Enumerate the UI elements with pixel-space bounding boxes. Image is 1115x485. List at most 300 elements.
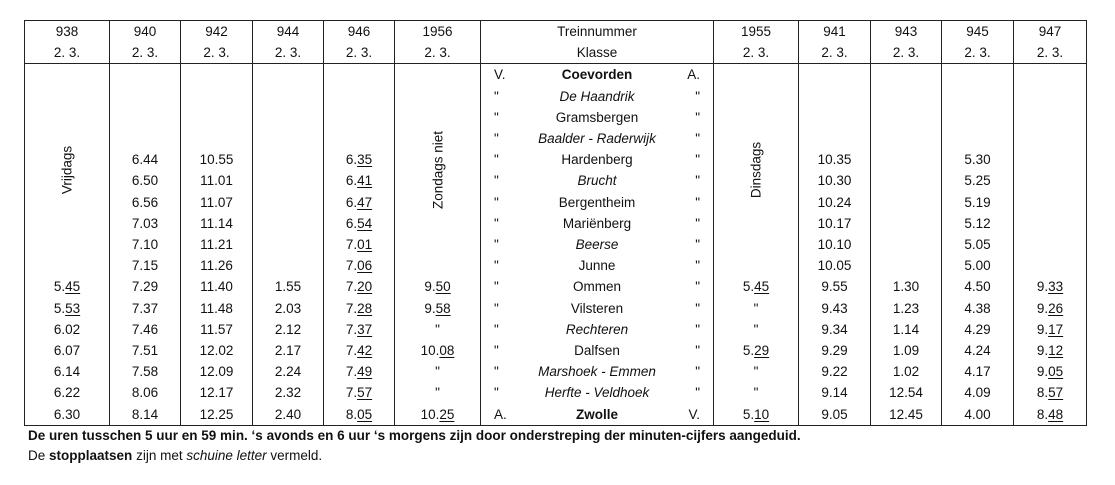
station-cell (481, 86, 714, 107)
time-cell: 2.03 (253, 298, 324, 319)
time-cell: 10.55 (181, 149, 253, 170)
station-row (25, 213, 1087, 234)
time-cell: 12.25 (181, 404, 253, 426)
station-row (25, 382, 1087, 403)
time-cell: 7.42 (324, 340, 395, 361)
station-cell (481, 64, 714, 86)
underlined-minutes: 45 (754, 279, 770, 295)
time-cell (1014, 170, 1087, 191)
time-cell (253, 213, 324, 234)
time-cell: 6.07 (25, 340, 110, 361)
right-mark: A. (687, 67, 700, 83)
time-cell (799, 64, 871, 86)
time-cell (871, 107, 942, 128)
time-cell: 2.40 (253, 404, 324, 426)
vertical-note-vrijdags: Vrijdags (59, 146, 75, 195)
time-cell: 7.49 (324, 361, 395, 382)
station-row (25, 86, 1087, 107)
right-mark: " (695, 109, 700, 125)
underlined-minutes: 57 (1048, 385, 1064, 401)
time-cell: 12.45 (871, 404, 942, 426)
time-cell: 9.05 (799, 404, 871, 426)
time-cell: 7.03 (110, 213, 181, 234)
time-cell (253, 107, 324, 128)
station-name: Coevorden (561, 67, 633, 83)
time-cell: 1.14 (871, 319, 942, 340)
station-name: Brucht (577, 173, 617, 189)
time-cell: 4.00 (942, 404, 1014, 426)
left-mark: V. (494, 67, 506, 83)
time-cell: 6.47 (324, 192, 395, 213)
right-mark: " (695, 321, 700, 337)
time-cell (253, 192, 324, 213)
time-cell: 2.24 (253, 361, 324, 382)
time-cell: 2.12 (253, 319, 324, 340)
header-train-number-row (25, 21, 1087, 43)
time-cell (799, 107, 871, 128)
time-cell: 6.41 (324, 170, 395, 191)
train-number: 941 (799, 21, 871, 43)
stop-note-italic: schuine letter (186, 448, 267, 463)
stop-note-text: zijn met (136, 448, 183, 463)
time-cell: 7.01 (324, 234, 395, 255)
time-cell: 7.51 (110, 340, 181, 361)
left-mark: " (494, 279, 499, 295)
station-row (25, 298, 1087, 319)
class-value: 2. 3. (1014, 42, 1087, 64)
time-cell (110, 107, 181, 128)
station-row (25, 149, 1087, 170)
station-cell (481, 170, 714, 191)
station-cell (481, 340, 714, 361)
underlined-minutes: 29 (754, 343, 770, 359)
time-cell (1014, 107, 1087, 128)
underlined-minutes: 57 (357, 385, 373, 401)
train-number: 938 (25, 21, 110, 43)
time-cell (1014, 234, 1087, 255)
time-cell (871, 170, 942, 191)
train-number: 940 (110, 21, 181, 43)
time-cell: 6.50 (110, 170, 181, 191)
station-name: Ommen (572, 279, 621, 295)
time-cell: " (714, 382, 799, 403)
class-value: 2. 3. (799, 42, 871, 64)
class-value: 2. 3. (714, 42, 799, 64)
station-name: Marshoek - Emmen (538, 364, 656, 380)
time-cell: 5.25 (942, 170, 1014, 191)
time-cell (1014, 213, 1087, 234)
time-cell: 5.53 (25, 298, 110, 319)
vertical-note-zondags-niet: Zondags niet (430, 131, 445, 210)
time-cell: 9.29 (799, 340, 871, 361)
station-name: Dalfsen (574, 343, 620, 359)
station-row (25, 107, 1087, 128)
time-cell (942, 128, 1014, 149)
time-cell: 4.24 (942, 340, 1014, 361)
left-mark: " (494, 300, 499, 316)
station-row (25, 255, 1087, 276)
time-cell (871, 86, 942, 107)
time-cell: 7.58 (110, 361, 181, 382)
time-cell: 6.44 (110, 149, 181, 170)
right-mark: V. (688, 406, 700, 422)
class-value: 2. 3. (395, 42, 481, 64)
station-name: Junne (578, 258, 616, 274)
time-cell: 4.29 (942, 319, 1014, 340)
time-cell (942, 64, 1014, 86)
time-cell: 7.20 (324, 276, 395, 297)
underlined-minutes: 20 (357, 279, 373, 295)
left-mark: " (494, 109, 499, 125)
station-name: Bergentheim (558, 194, 636, 210)
time-cell: 9.26 (1014, 298, 1087, 319)
time-cell: 7.37 (110, 298, 181, 319)
station-row (25, 319, 1087, 340)
time-cell (1014, 64, 1087, 86)
underlined-minutes: 08 (439, 343, 455, 359)
left-mark: " (494, 130, 499, 146)
time-cell: 8.14 (110, 404, 181, 426)
time-cell: " (714, 298, 799, 319)
underlined-minutes: 53 (65, 300, 81, 316)
station-cell (481, 149, 714, 170)
time-cell (1014, 149, 1087, 170)
footnotes (28, 426, 801, 466)
class-value: 2. 3. (324, 42, 395, 64)
vertical-note-cell (25, 64, 110, 277)
underlined-minutes: 25 (439, 406, 455, 422)
left-mark: " (494, 321, 499, 337)
station-cell (481, 255, 714, 276)
stop-note-keyword: stopplaatsen (49, 448, 133, 463)
underlined-minutes: 28 (357, 300, 373, 316)
time-cell: 9.34 (799, 319, 871, 340)
station-name: De Haandrik (559, 88, 635, 104)
time-cell (871, 64, 942, 86)
station-cell (481, 213, 714, 234)
time-cell (181, 128, 253, 149)
left-mark: A. (494, 406, 507, 422)
time-cell: 6.35 (324, 149, 395, 170)
time-cell: " (714, 319, 799, 340)
station-row (25, 234, 1087, 255)
class-value: 2. 3. (253, 42, 324, 64)
left-mark: " (494, 215, 499, 231)
left-mark: " (494, 364, 499, 380)
time-cell: 5.45 (25, 276, 110, 297)
time-cell: 9.05 (1014, 361, 1087, 382)
underlined-minutes: 54 (357, 215, 373, 231)
station-cell (481, 319, 714, 340)
time-cell: 9.33 (1014, 276, 1087, 297)
station-row (25, 192, 1087, 213)
right-mark: " (695, 194, 700, 210)
station-row (25, 170, 1087, 191)
underlined-minutes: 35 (357, 152, 373, 168)
class-value: 2. 3. (871, 42, 942, 64)
time-cell: 12.09 (181, 361, 253, 382)
right-mark: " (695, 279, 700, 295)
time-cell: 11.07 (181, 192, 253, 213)
time-cell: 6.30 (25, 404, 110, 426)
stop-note-text: vermeld. (270, 448, 323, 463)
time-cell: 12.54 (871, 382, 942, 403)
left-mark: " (494, 385, 499, 401)
time-cell: " (395, 382, 481, 403)
treinnummer-label: Treinnummer (481, 21, 714, 43)
time-cell: 8.06 (110, 382, 181, 403)
right-mark: " (695, 173, 700, 189)
class-value: 2. 3. (110, 42, 181, 64)
time-cell: 7.57 (324, 382, 395, 403)
time-cell: 8.05 (324, 404, 395, 426)
station-name: Mariënberg (562, 215, 632, 231)
time-cell: 11.48 (181, 298, 253, 319)
time-cell (253, 128, 324, 149)
station-cell (481, 382, 714, 403)
underlined-minutes: 47 (357, 194, 373, 210)
time-cell: 8.48 (1014, 404, 1087, 426)
time-cell (253, 255, 324, 276)
underlined-minutes: 12 (1048, 343, 1064, 359)
time-cell: 1.02 (871, 361, 942, 382)
left-mark: " (494, 236, 499, 252)
time-cell (110, 64, 181, 86)
time-cell: 7.46 (110, 319, 181, 340)
station-cell (481, 128, 714, 149)
underlined-minutes: 58 (435, 300, 451, 316)
time-cell: 7.10 (110, 234, 181, 255)
underlined-minutes: 37 (357, 321, 373, 337)
time-cell: 1.09 (871, 340, 942, 361)
time-cell: 12.17 (181, 382, 253, 403)
station-row (25, 64, 1087, 86)
underlined-minutes: 10 (754, 406, 770, 422)
underlined-minutes: 17 (1048, 321, 1064, 337)
time-cell: 8.57 (1014, 382, 1087, 403)
time-cell: 5.10 (714, 404, 799, 426)
time-cell: 10.24 (799, 192, 871, 213)
time-cell: 6.02 (25, 319, 110, 340)
train-number: 944 (253, 21, 324, 43)
time-cell: 5.05 (942, 234, 1014, 255)
vertical-note-dinsdags: Dinsdags (748, 142, 764, 199)
time-cell (1014, 255, 1087, 276)
time-cell (1014, 128, 1087, 149)
station-name: Rechteren (565, 321, 629, 337)
right-mark: " (695, 385, 700, 401)
time-cell: 7.06 (324, 255, 395, 276)
underlined-minutes: 26 (1048, 300, 1064, 316)
right-mark: " (695, 364, 700, 380)
time-cell (1014, 192, 1087, 213)
stop-note-text: De (28, 448, 46, 463)
station-cell (481, 361, 714, 382)
time-cell: 5.12 (942, 213, 1014, 234)
time-cell: 1.23 (871, 298, 942, 319)
vertical-note-cell (395, 64, 481, 277)
time-cell: 12.02 (181, 340, 253, 361)
time-cell: 11.14 (181, 213, 253, 234)
underline-note: De uren tusschen 5 uur en 59 min. ‘s avonds en 6 uur ‘s morgens zijn door onderstreping der minuten-cijfers aangeduid. (28, 428, 801, 443)
time-cell: 5.00 (942, 255, 1014, 276)
station-cell (481, 192, 714, 213)
time-cell: 6.14 (25, 361, 110, 382)
train-number: 1956 (395, 21, 481, 43)
time-cell: 9.43 (799, 298, 871, 319)
left-mark: " (494, 194, 499, 210)
right-mark: " (695, 236, 700, 252)
time-cell (253, 86, 324, 107)
time-cell (871, 192, 942, 213)
station-row (25, 128, 1087, 149)
time-cell: 7.15 (110, 255, 181, 276)
time-cell (181, 107, 253, 128)
station-name: Beerse (575, 236, 619, 252)
underlined-minutes: 05 (357, 406, 373, 422)
time-cell: 1.55 (253, 276, 324, 297)
time-cell: 4.09 (942, 382, 1014, 403)
left-mark: " (494, 173, 499, 189)
station-cell (481, 234, 714, 255)
station-name: Hardenberg (561, 152, 633, 168)
time-cell (324, 107, 395, 128)
time-cell (110, 86, 181, 107)
time-cell (871, 255, 942, 276)
time-cell (181, 64, 253, 86)
time-cell: 9.12 (1014, 340, 1087, 361)
time-cell: 11.57 (181, 319, 253, 340)
time-cell (181, 86, 253, 107)
station-cell (481, 404, 714, 426)
time-cell: 9.58 (395, 298, 481, 319)
time-cell (871, 149, 942, 170)
station-row (25, 361, 1087, 382)
underlined-minutes: 50 (435, 279, 451, 295)
station-cell (481, 298, 714, 319)
underlined-minutes: 49 (357, 364, 373, 380)
time-cell: 10.17 (799, 213, 871, 234)
station-row (25, 340, 1087, 361)
time-cell (324, 86, 395, 107)
time-cell: 5.45 (714, 276, 799, 297)
time-cell (253, 64, 324, 86)
right-mark: " (695, 88, 700, 104)
station-name: Vilsteren (570, 300, 624, 316)
time-cell: 2.32 (253, 382, 324, 403)
station-name: Zwolle (575, 406, 618, 422)
timetable (24, 20, 1087, 426)
time-cell: 10.08 (395, 340, 481, 361)
time-cell: 5.30 (942, 149, 1014, 170)
time-cell: 9.55 (799, 276, 871, 297)
time-cell: 10.10 (799, 234, 871, 255)
header-class-row (25, 42, 1087, 64)
station-name: Gramsbergen (555, 109, 639, 125)
time-cell: " (395, 319, 481, 340)
time-cell (871, 234, 942, 255)
underlined-minutes: 41 (357, 173, 373, 189)
time-cell: " (395, 361, 481, 382)
left-mark: " (494, 342, 499, 358)
time-cell: 4.17 (942, 361, 1014, 382)
time-cell: 11.40 (181, 276, 253, 297)
time-cell: 7.29 (110, 276, 181, 297)
train-number: 943 (871, 21, 942, 43)
underlined-minutes: 48 (1048, 406, 1064, 422)
station-name: Herfte - Veldhoek (544, 385, 650, 401)
underlined-minutes: 42 (357, 343, 373, 359)
time-cell: 7.28 (324, 298, 395, 319)
time-cell (871, 128, 942, 149)
left-mark: " (494, 258, 499, 274)
time-cell: 11.01 (181, 170, 253, 191)
time-cell: 5.19 (942, 192, 1014, 213)
vertical-note-cell (714, 64, 799, 277)
time-cell: 7.37 (324, 319, 395, 340)
time-cell: 9.22 (799, 361, 871, 382)
station-cell (481, 276, 714, 297)
time-cell: 2.17 (253, 340, 324, 361)
time-cell: 10.25 (395, 404, 481, 426)
time-cell: 4.50 (942, 276, 1014, 297)
time-cell (253, 170, 324, 191)
time-cell (799, 86, 871, 107)
time-cell: 10.05 (799, 255, 871, 276)
time-cell: 9.14 (799, 382, 871, 403)
left-mark: " (494, 152, 499, 168)
right-mark: " (695, 342, 700, 358)
underlined-minutes: 05 (1048, 364, 1064, 380)
time-cell: 5.29 (714, 340, 799, 361)
stop-note (28, 446, 801, 466)
train-number: 942 (181, 21, 253, 43)
time-cell: 4.38 (942, 298, 1014, 319)
time-cell: 6.56 (110, 192, 181, 213)
time-cell: 6.54 (324, 213, 395, 234)
underlined-minutes: 45 (65, 279, 81, 295)
class-value: 2. 3. (181, 42, 253, 64)
time-cell: 1.30 (871, 276, 942, 297)
underlined-minutes: 01 (357, 236, 373, 252)
time-cell: 11.26 (181, 255, 253, 276)
station-name: Baalder - Raderwijk (538, 131, 656, 147)
train-number: 946 (324, 21, 395, 43)
time-cell (110, 128, 181, 149)
klasse-label: Klasse (481, 42, 714, 64)
time-cell (253, 234, 324, 255)
time-cell: 6.22 (25, 382, 110, 403)
underlined-minutes: 06 (357, 258, 373, 274)
time-cell (871, 213, 942, 234)
time-cell (1014, 86, 1087, 107)
train-number: 1955 (714, 21, 799, 43)
time-cell (253, 149, 324, 170)
time-cell (942, 107, 1014, 128)
time-cell: 10.30 (799, 170, 871, 191)
train-number: 947 (1014, 21, 1087, 43)
time-cell: 10.35 (799, 149, 871, 170)
class-value: 2. 3. (942, 42, 1014, 64)
time-cell: 11.21 (181, 234, 253, 255)
time-cell (942, 86, 1014, 107)
station-cell (481, 107, 714, 128)
right-mark: " (695, 258, 700, 274)
time-cell: 9.17 (1014, 319, 1087, 340)
class-value: 2. 3. (25, 42, 110, 64)
right-mark: " (695, 215, 700, 231)
right-mark: " (695, 130, 700, 146)
